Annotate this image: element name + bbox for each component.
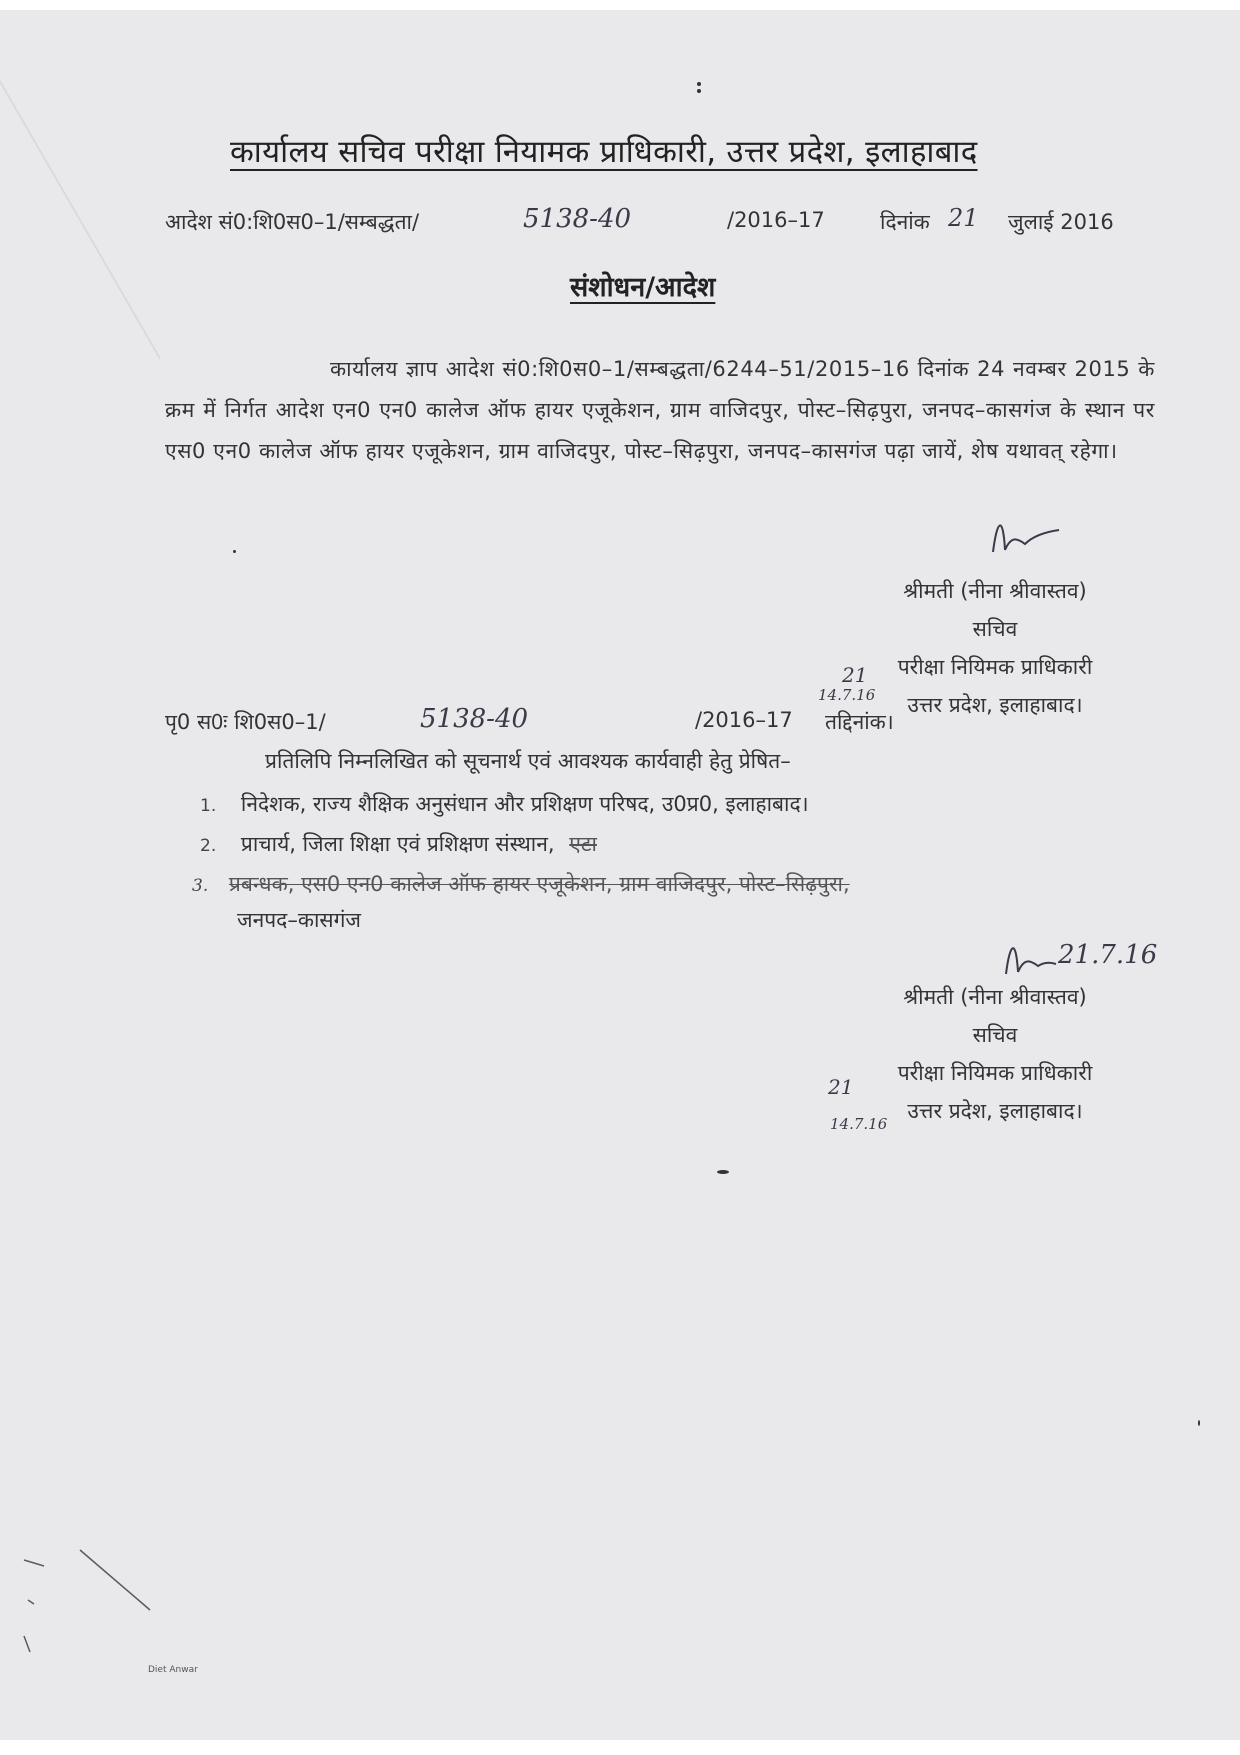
scan-speck [1198, 1420, 1200, 1426]
paper-fold-line [0, 10, 160, 430]
copy-list-text: प्रबन्धक, एस0 एन0 कालेज ऑफ हायर एजूकेशन, ग्राम वाजिदपुर, पोस्ट–सिढ़पुरा, [228, 872, 850, 896]
copy-list-item-continuation: जनपद–कासगंज [237, 908, 361, 932]
order-ref-handwritten-day: 21 [948, 204, 979, 232]
footer-note: Diet Anwar [148, 1665, 198, 1675]
copy-list-number: 1. [200, 796, 217, 816]
signature-1-handwritten-date: 14.7.16 [818, 686, 876, 704]
signatory-place-2: उत्तर प्रदेश, इलाहाबाद। [907, 1099, 1083, 1123]
scan-speck [717, 1170, 729, 1174]
signature-2-handwritten-initials: 21 [828, 1075, 854, 1099]
document-page [0, 10, 1240, 1740]
order-ref-prefix: आदेश सं0:शि0स0–1/सम्बद्धता/ [165, 210, 420, 234]
copy-intro: प्रतिलिपि निम्नलिखित को सूचनार्थ एवं आवश्यक कार्यवाही हेतु प्रेषित– [265, 749, 791, 773]
scan-speck [697, 82, 701, 86]
signature-scribble-2 [1000, 934, 1060, 980]
signatory-name-1: श्रीमती (नीना श्रीवास्तव) [903, 579, 1087, 603]
copy-ref-session: /2016–17 [695, 708, 793, 732]
copy-list-item [200, 790, 809, 818]
signatory-authority-1: परीक्षा नियिमक प्राधिकारी [897, 655, 1093, 679]
copy-list-number: 3. [192, 876, 209, 896]
order-ref-date-label: दिनांक [880, 210, 930, 234]
signature-1-handwritten-initials: 21 [842, 663, 868, 687]
signature-scribble-1 [985, 510, 1065, 560]
scan-marks [20, 1540, 160, 1660]
copy-list-number: 2. [200, 836, 217, 856]
copy-ref-date: तद्दिनांक। [825, 710, 894, 734]
signatory-name-2: श्रीमती (नीना श्रीवास्तव) [903, 985, 1087, 1009]
document-subject: संशोधन/आदेश [570, 272, 716, 303]
scan-speck [697, 89, 701, 93]
signatory-place-1: उत्तर प्रदेश, इलाहाबाद। [907, 693, 1083, 717]
copy-ref-prefix: पृ0 स0ः शि0स0–1/ [165, 710, 326, 734]
signatory-designation-2: सचिव [972, 1023, 1018, 1047]
office-title: कार्यालय सचिव परीक्षा नियामक प्राधिकारी, उत्तर प्रदेश, इलाहाबाद [230, 134, 978, 170]
copy-list-item [192, 870, 850, 898]
signature-block-2 [840, 978, 1150, 1130]
signatory-authority-2: परीक्षा नियिमक प्राधिकारी [897, 1061, 1093, 1085]
copy-ref-handwritten-number: 5138-40 [420, 704, 529, 734]
signature-block-1 [840, 572, 1150, 724]
order-ref-month-year: जुलाई 2016 [1008, 210, 1114, 234]
copy-list-text: निदेशक, राज्य शैक्षिक अनुसंधान और प्रशिक्षण परिषद, उ0प्र0, इलाहाबाद। [240, 792, 809, 816]
order-body-paragraph: कार्यालय ज्ञाप आदेश सं0:शि0स0–1/सम्बद्धता/6244–51/2015–16 दिनांक 24 नवम्बर 2015 के क्रम में निर्गत आदेश एन0 एन0 कालेज ऑफ हायर एजूकेशन, ग्राम वाजिदपुर, पोस्ट–सिढ़पुरा, जनपद–कासगंज के स्थान पर एस0 एन0 कालेज ऑफ हायर एजूकेशन, ग्राम वाजिदपुर, पोस्ट–सिढ़पुरा, जनपद–कासगंज पढ़ा जायें, शेष यथावत् रहेगा। [165, 357, 1155, 463]
copy-list-text: प्राचार्य, जिला शिक्षा एवं प्रशिक्षण संस्थान, [240, 832, 555, 856]
signatory-designation-1: सचिव [972, 617, 1018, 641]
scan-speck [233, 550, 236, 553]
order-ref-handwritten-number: 5138-40 [523, 204, 632, 234]
signature-2-handwritten-date: 21.7.16 [1058, 940, 1158, 970]
order-ref-session: /2016–17 [727, 208, 825, 232]
copy-list-item [200, 830, 597, 858]
copy-list-struck-text: एटा [569, 832, 597, 856]
signature-2-handwritten-date-2: 14.7.16 [830, 1115, 888, 1133]
